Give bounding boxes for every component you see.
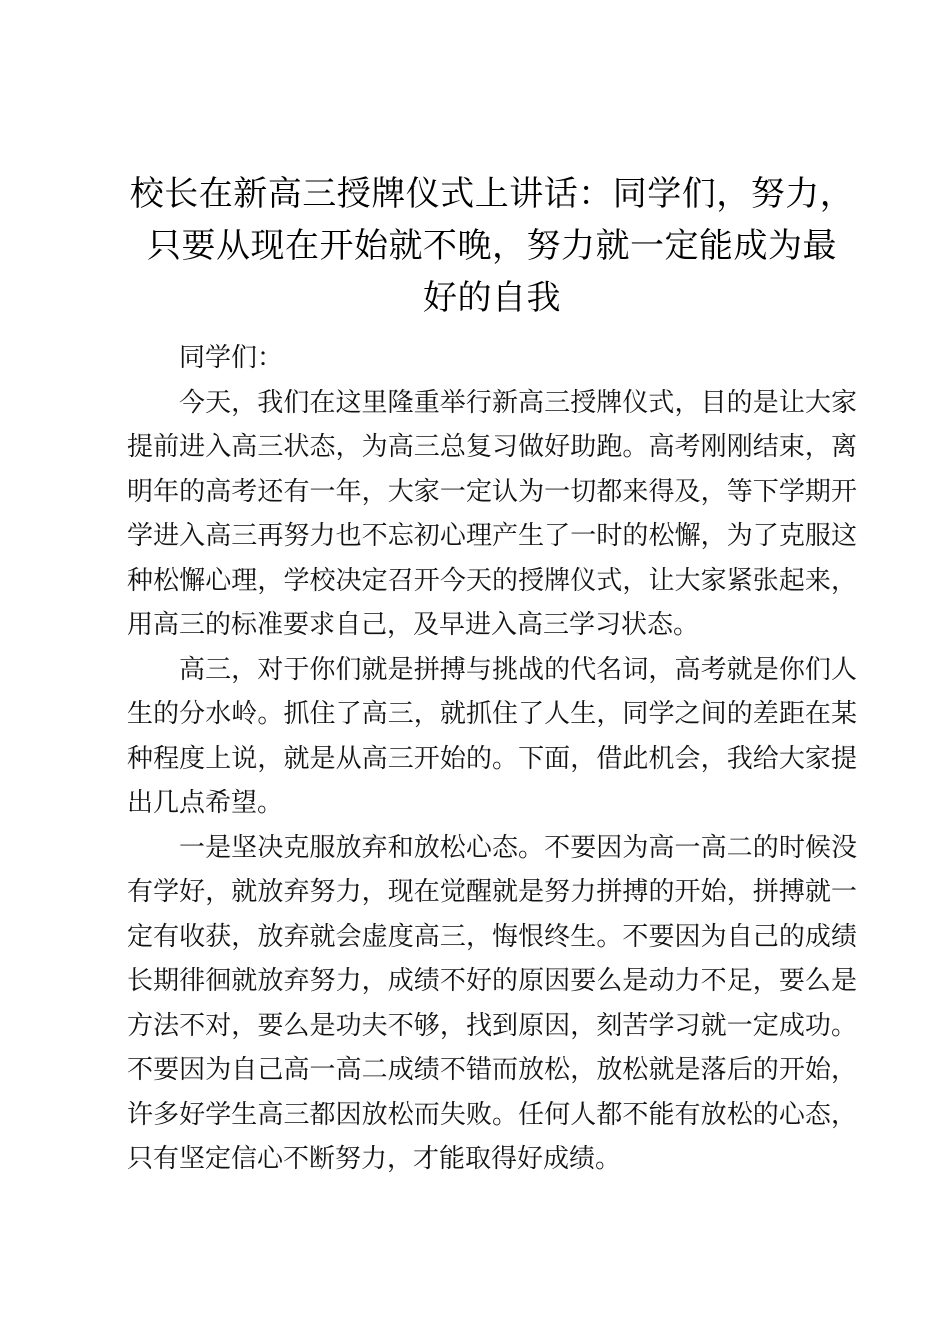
salutation: 同学们： (179, 343, 284, 373)
title-line: 好的自我 (423, 278, 561, 318)
document-body (127, 336, 857, 1182)
paragraph: 一是坚决克服放弃和放松心态。不要因为高一高二的时候没有学好，就放弃努力，现在觉醒就是努力拼搏的开始，拼搏就一定有收获，放弃就会虚度高三，悔恨终生。不要因为自己的成绩长期徘徊就放弃努力，成绩不好的原因要么是动力不足，要么是方法不对，要么是功夫不够，找到原因，刻苦学习就一定成功。不要因为自己高一高二成绩不错而放松，放松就是落后的开始，许多好学生高三都因放松而失败。任何人都不能有放松的心态，只有坚定信心不断努力，才能取得好成绩。 (127, 832, 857, 1174)
title-line: 只要从现在开始就不晚，努力就一定能成为最 (147, 226, 837, 266)
paragraph: 今天，我们在这里隆重举行新高三授牌仪式，目的是让大家提前进入高三状态，为高三总复习做好助跑。高考刚刚结束，离明年的高考还有一年，大家一定认为一切都来得及，等下学期开学进入高三再努力也不忘初心理产生了一时的松懈，为了克服这种松懈心理，学校决定召开今天的授牌仪式，让大家紧张起来，用高三的标准要求自己，及早进入高三学习状态。 (127, 387, 857, 640)
paragraph: 高三，对于你们就是拼搏与挑战的代名词，高考就是你们人生的分水岭。抓住了高三，就抓住了人生，同学之间的差距在某种程度上说，就是从高三开始的。下面，借此机会，我给大家提出几点希望。 (127, 654, 857, 818)
document-title (127, 168, 857, 324)
title-line: 校长在新高三授牌仪式上讲话：同学们，努力， (129, 174, 855, 214)
document-page (127, 168, 857, 1182)
